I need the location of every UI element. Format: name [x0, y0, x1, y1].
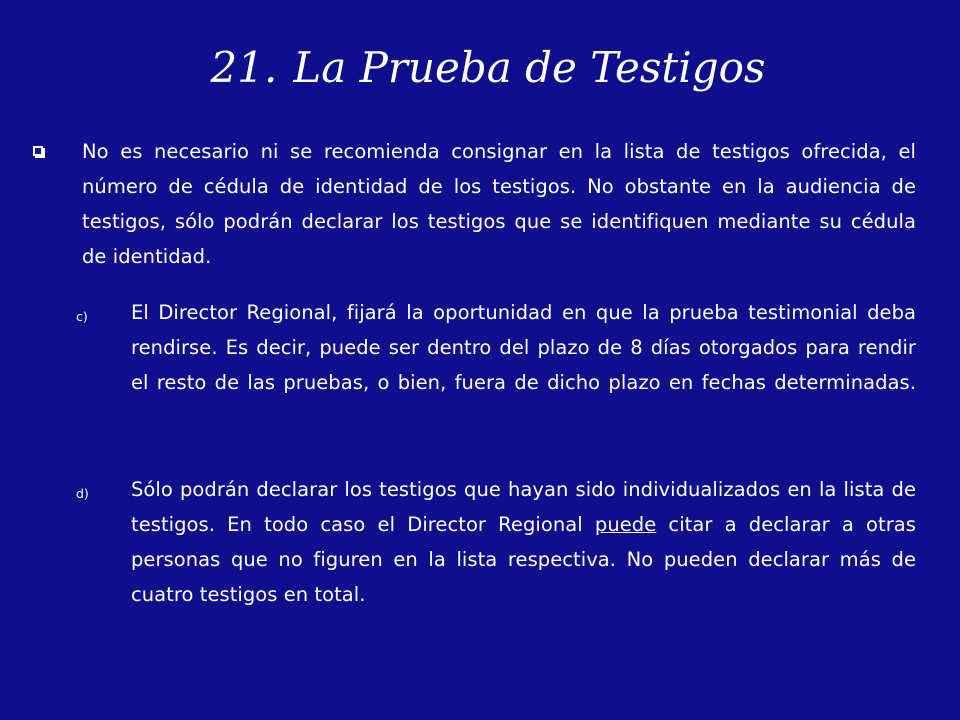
title-text: La Prueba de Testigos — [293, 43, 766, 92]
item-d-text — [131, 472, 916, 612]
item-c-text: El Director Regional, fijará la oportunidad en que la prueba testimonial deba rendirse. Es decir, puede ser dentro del plazo de 8 días otorgados para rendir el resto de las pruebas, o bien, fuera de dicho plazo en fechas determinadas. — [131, 301, 916, 394]
slide-title — [0, 40, 960, 96]
item-d-text-before: Sólo podrán declarar los testigos que hayan sido individualizados en la lista de testigos. En todo caso el Director Regional — [131, 478, 916, 536]
item-d-letter: d) — [76, 486, 89, 501]
item-d-text-after: citar a declarar a otras personas que no figuren en la lista respectiva. No pueden declarar más de cuatro testigos en total. — [131, 513, 916, 606]
title-number: 21. — [210, 43, 278, 92]
item-d-underlined-word: puede — [594, 513, 657, 536]
checkbox-bullet-icon — [33, 146, 43, 156]
main-bullet-text: No es necesario ni se recomienda consignar en la lista de testigos ofrecida, el número de cédula de identidad de los testigos. No obstante en la audiencia de testigos, sólo podrán declarar los testigos que se identifiquen mediante su cédula de identidad. — [82, 140, 916, 268]
item-c-letter: c) — [76, 309, 88, 324]
